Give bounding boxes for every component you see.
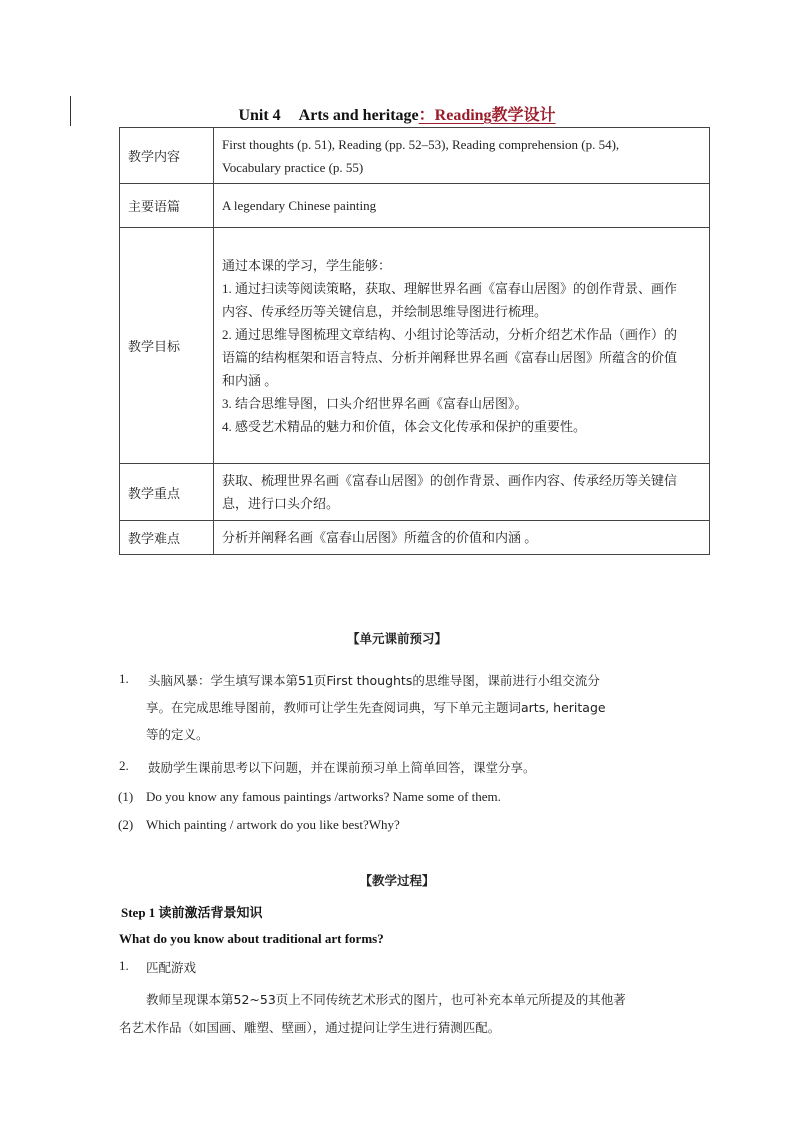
preview-item-1-line: 享。在完成思维导图前，教师可让学生先查阅词典，写下单元主题词arts, heritage	[146, 700, 606, 715]
preview-item-2-text: 鼓励学生课前思考以下问题，并在课前预习单上简单回答，课堂分享。	[148, 760, 536, 775]
title-topic: Arts and heritage	[298, 107, 419, 124]
row-value	[214, 464, 710, 521]
process-paragraph-line: 名艺术作品（如国画、雕塑、壁画），通过提问让学生进行猜测匹配。	[119, 1020, 501, 1035]
value-line: Vocabulary practice (p. 55)	[222, 159, 364, 175]
question-1-text: Do you know any famous paintings /artworks? Name some of them.	[146, 789, 501, 804]
value-line: 语篇的结构框架和语言特点、分析并阐释世界名画《富春山居图》所蕴含的价值	[222, 349, 678, 365]
value-line: 3. 结合思维导图，口头介绍世界名画《富春山居图》。	[222, 395, 528, 411]
row-label: 教学难点	[120, 521, 214, 555]
row-label: 教学内容	[120, 128, 214, 184]
table-row	[120, 128, 710, 184]
value-line: First thoughts (p. 51), Reading (pp. 52–53), Reading comprehension (p. 54),	[222, 136, 620, 152]
value-line: 2. 通过思维导图梳理文章结构、小组讨论等活动，分析介绍艺术作品（画作）的	[222, 326, 678, 342]
row-value	[214, 184, 710, 228]
lesson-plan-table	[119, 127, 710, 555]
table-row	[120, 184, 710, 228]
preview-item-2-number: 2.	[119, 758, 129, 773]
row-label: 教学目标	[120, 228, 214, 464]
table-row	[120, 464, 710, 521]
value-line: 内容、传承经历等关键信息，并绘制思维导图进行梳理。	[222, 303, 548, 319]
value-line: 获取、梳理世界名画《富春山居图》的创作背景、画作内容、传承经历等关键信	[222, 473, 678, 488]
row-label: 主要语篇	[120, 184, 214, 228]
value-line: 分析并阐释名画《富春山居图》所蕴含的价值和内涵 。	[222, 530, 538, 545]
preview-item-1-number: 1.	[119, 671, 129, 686]
step-1-heading: Step 1 读前激活背景知识	[121, 905, 263, 920]
value-line: 息，进行口头介绍。	[222, 496, 340, 511]
row-value	[214, 521, 710, 555]
table-row	[120, 228, 710, 464]
value-line: 4. 感受艺术精品的魅力和价值，体会文化传承和保护的重要性。	[222, 418, 587, 434]
row-value	[214, 228, 710, 464]
value-line: 通过本课的学习，学生能够：	[222, 257, 392, 273]
process-item-1-text: 匹配游戏	[146, 960, 197, 975]
preview-heading: 【单元课前预习】	[346, 631, 447, 646]
table-row	[120, 521, 710, 555]
process-heading: 【教学过程】	[359, 873, 435, 888]
step-1-question: What do you know about traditional art forms?	[119, 931, 384, 946]
process-item-1-number: 1.	[119, 958, 129, 973]
preview-item-1-line: 等的定义。	[146, 727, 209, 742]
page-title	[0, 102, 794, 125]
row-label: 教学重点	[120, 464, 214, 521]
process-paragraph-line: 教师呈现课本第52~53页上不同传统艺术形式的图片，也可补充本单元所提及的其他著	[146, 992, 626, 1007]
value-line: 1. 通过扫读等阅读策略，获取、理解世界名画《富春山居图》的创作背景、画作	[222, 280, 678, 296]
question-2-text: Which painting / artwork do you like best?Why?	[146, 817, 400, 832]
title-unit: Unit 4	[238, 107, 281, 124]
row-value	[214, 128, 710, 184]
preview-item-1-line: 头脑风暴：学生填写课本第51页First thoughts的思维导图，课前进行小组交流分	[148, 673, 600, 688]
question-2-number: (2)	[118, 817, 134, 832]
value-line: A legendary Chinese painting	[222, 198, 377, 213]
value-line: 和内涵 。	[222, 372, 278, 388]
title-suffix: ：Reading教学设计	[418, 107, 556, 124]
question-1-number: (1)	[118, 789, 134, 804]
